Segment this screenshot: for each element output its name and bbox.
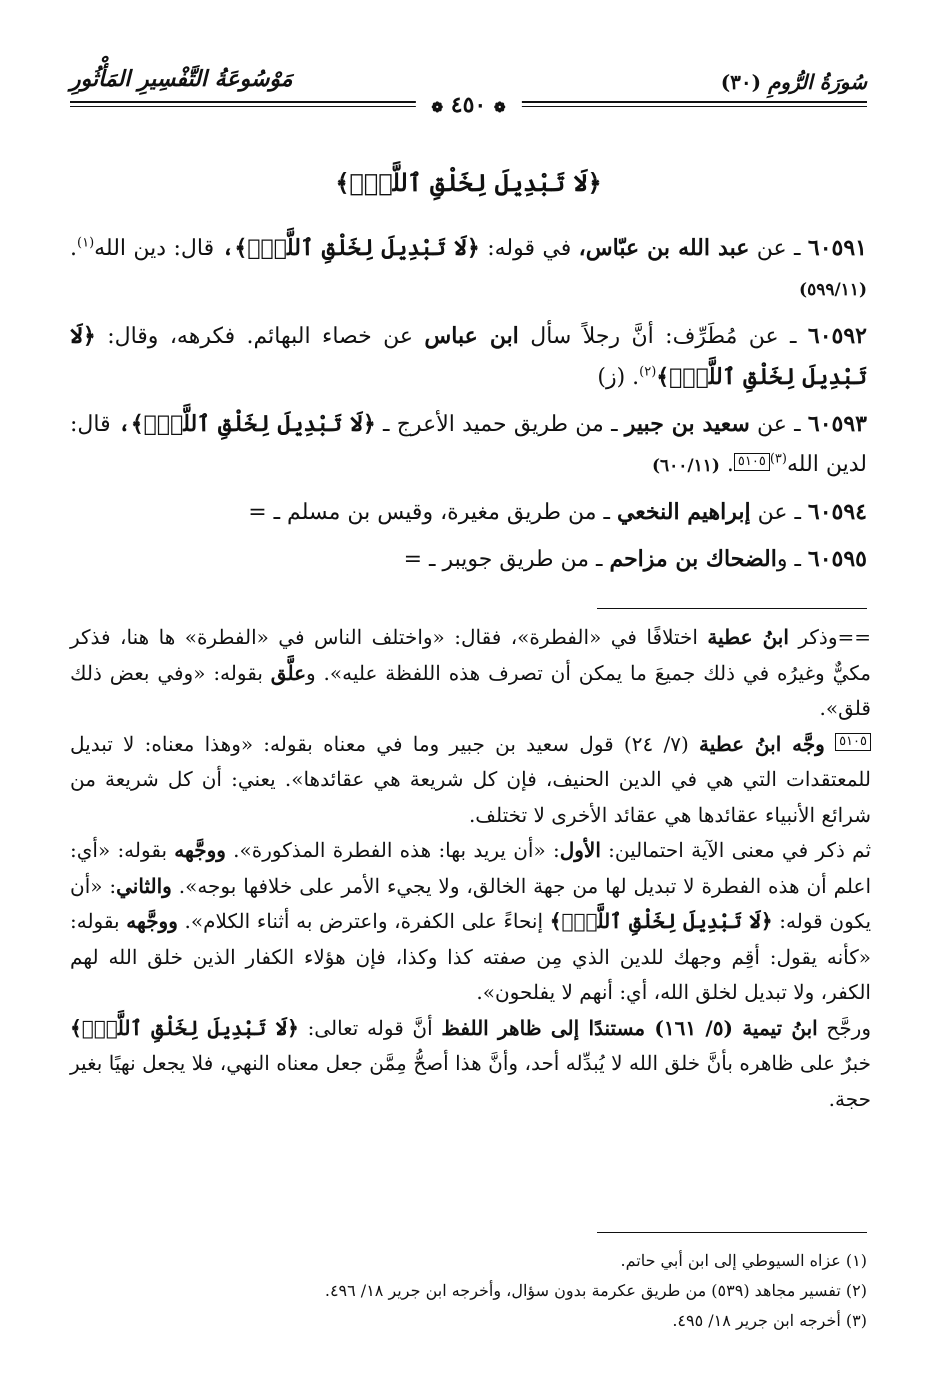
commentary-text: : «أن يكون قوله: <box>70 873 872 933</box>
commentary-text: إنحاءً على الكفرة، واعترض به أثناء الكلام». <box>184 909 544 933</box>
commentary-text: خبرٌ على ظاهره بأنَّ خلق الله لا يُبدِّله أحد، وأنَّ هذا أصحُّ مِمَّن جعل معناه النهي، فلا يجعل نهيًا بغير حجة. <box>70 1051 871 1111</box>
source-reference: (٥٩٩/١١) <box>799 280 867 300</box>
commentary-text: بقوله: «وفي بعض ذلك قلق». <box>70 660 871 720</box>
entry-number: ٦٠٥٩٣ <box>807 411 867 437</box>
commentary-text: بقوله: «أي: اعلم أن هذه الفطرة لا تبديل لها من جهة الخالق، ولا يجيء الأمر على خلافها بوجه». <box>70 838 872 898</box>
commentary-text: ورجَّح <box>826 1015 871 1040</box>
narration-entry <box>70 228 867 310</box>
footnote-marker: (٣) <box>769 451 787 467</box>
entry-text: ـ من طريق حميد الأعرج ـ <box>383 412 618 437</box>
commentary <box>70 620 871 1117</box>
narration-entry <box>70 404 867 486</box>
commentary-paragraph <box>70 1011 871 1118</box>
entry-text: عن خصاء البهائم. فكرهه، وقال: <box>107 324 414 349</box>
commentary-text: بقوله: «كأنه يقول: أقِم وجهك للدين الذي مِن صفته كذا وكذا، فإن هؤلاء الكفار الذين خلق الله لهم الكفر، ولا تبديل لخلق الله، أي: أنهم لا يفلحون». <box>70 909 871 1004</box>
entry-text: ـ من طريق مغيرة، وقيس بن مسلم ـ = <box>248 500 610 525</box>
entry-number: ٦٠٥٩١ <box>807 235 867 261</box>
page-number-block <box>415 92 521 118</box>
quran-quote: ﴿لَا تَبْدِيلَ لِخَلْقِ ٱللَّهِۚ﴾ <box>70 323 867 390</box>
commentary-keyword: علَّق <box>270 660 306 685</box>
narrations <box>70 228 867 586</box>
commentary-text: (٧/ ٢٤) قول سعيد بن جبير وما في معناه بقوله: «وهذا معناه: لا تبديل للمعتقدات التي هي في الدين الحنيف، فإن كل شريعة هي عقائدها». يعني: أن كل شريعة من شرائع الأنبياء عقائدها هي عقائد الأخرى لا تختلف. <box>70 731 871 827</box>
commentary-divider <box>597 608 867 609</box>
entry-text: ـ من طريق جويبر ـ = <box>403 547 603 572</box>
cross-ref-box[interactable]: ٥١٠٥ <box>734 453 770 471</box>
commentary-text: أنَّ قوله تعالى: <box>307 1015 433 1040</box>
page-number: ٤٥٠ <box>450 92 487 118</box>
ornament-icon: ❁ <box>493 100 506 116</box>
narration-entry <box>70 539 867 580</box>
surah-name: سُورَةُ الرُّومِ <box>768 70 867 94</box>
narrator-name: سعيد بن جبير <box>624 411 750 437</box>
scholar-name: ابنُ عطية <box>707 625 789 649</box>
narrator-name: عبد الله بن عبّاس، <box>578 235 750 261</box>
narrator-name: إبراهيم النخعي <box>616 499 751 525</box>
commentary-keyword: ابنُ تيمية (٥/ ١٦١) مستندًا إلى ظاهر اللفظ <box>441 1015 818 1040</box>
entry-number: ٦٠٥٩٢ <box>807 323 867 349</box>
commentary-text: ==وذكر <box>798 625 872 649</box>
ornament-icon: ❁ <box>431 100 444 116</box>
commentary-text: : «أن يريد بها: هذه الفطرة المذكورة». <box>233 838 560 862</box>
narration-entry <box>70 316 867 398</box>
commentary-keyword: والثاني <box>116 873 172 898</box>
commentary-paragraph <box>70 620 871 727</box>
narrator-name: ابن عباس <box>424 323 519 349</box>
narrator-name: الضحاك بن مزاحم <box>609 546 777 572</box>
entry-text: . <box>70 236 77 261</box>
footnote: (٣) أخرجه ابن جرير ١٨/ ٤٩٥. <box>672 1311 867 1330</box>
entry-number: ٦٠٥٩٥ <box>807 546 867 572</box>
quran-quote: ﴿لَا تَبْدِيلَ لِخَلْقِ ٱللَّهِۚ﴾ <box>70 1015 299 1040</box>
commentary-paragraph <box>70 727 871 834</box>
narration-entry <box>70 492 867 533</box>
section-title: ﴿لَا تَبْدِيلَ لِخَلْقِ ٱللَّهِۚ﴾ <box>335 168 602 197</box>
surah-label <box>721 70 867 94</box>
source-reference: (٦٠٠/١١) <box>651 456 720 476</box>
footnote: (٢) تفسير مجاهد (٥٣٩) من طريق عكرمة بدون سؤال، وأخرجه ابن جرير ١٨/ ٤٩٦. <box>324 1281 867 1300</box>
commentary-paragraph <box>70 833 871 1011</box>
footnotes <box>70 1246 867 1336</box>
footnote-divider <box>597 1232 867 1233</box>
entry-text: قال: لدين الله <box>70 412 867 477</box>
entry-text: ـ و <box>776 547 801 572</box>
footnote-marker: (١) <box>77 235 95 251</box>
footnote-marker: (٢) <box>639 364 657 380</box>
commentary-text: اختلافًا في «الفطرة»، فقال: «واختلف الناس في «الفطرة» ها هنا، فذكر مكيٌّ وغيرُه في ذلك جميعَ ما يمكن أن تصرف هذه اللفظة عليه». و <box>70 625 871 685</box>
commentary-text: ثم ذكر في معنى الآية احتمالين: <box>608 838 872 862</box>
entry-text: ـ عن <box>757 412 801 437</box>
entry-text: . <box>726 452 734 477</box>
surah-number: (٣٠) <box>720 70 762 94</box>
footnote: (١) عزاه السيوطي إلى ابن أبي حاتم. <box>620 1251 867 1270</box>
commentary-keyword: الأول <box>559 838 601 862</box>
quran-quote: ﴿لَا تَبْدِيلَ لِخَلْقِ ٱللَّهِۚ﴾، <box>221 235 480 261</box>
entry-text: ـ عن <box>757 500 801 525</box>
commentary-keyword: وجَّه ابنُ عطية <box>699 731 825 756</box>
entry-text: في قوله: <box>487 236 572 261</box>
entry-text: قال: دين الله <box>94 236 215 261</box>
entry-text: ـ عن مُطَرِّف: أنَّ رجلاً سأل <box>530 324 797 349</box>
cross-ref-box[interactable]: ٥١٠٥ <box>835 733 871 751</box>
book-title: مَوْسُوعَةُ التَّفْسِيرِ المَأْثُورِ <box>70 66 293 92</box>
entry-number: ٦٠٥٩٤ <box>807 499 867 525</box>
entry-text: ـ عن <box>756 236 801 261</box>
entry-text: . (ز) <box>597 365 640 390</box>
commentary-keyword: ووجَّهه <box>174 838 226 862</box>
quran-quote: ﴿لَا تَبْدِيلَ لِخَلْقِ ٱللَّهِۚ﴾، <box>117 411 376 437</box>
commentary-keyword: ووجَّهه <box>126 909 178 933</box>
quran-quote: ﴿لَا تَبْدِيلَ لِخَلْقِ ٱللَّهِۚ﴾ <box>549 909 773 933</box>
